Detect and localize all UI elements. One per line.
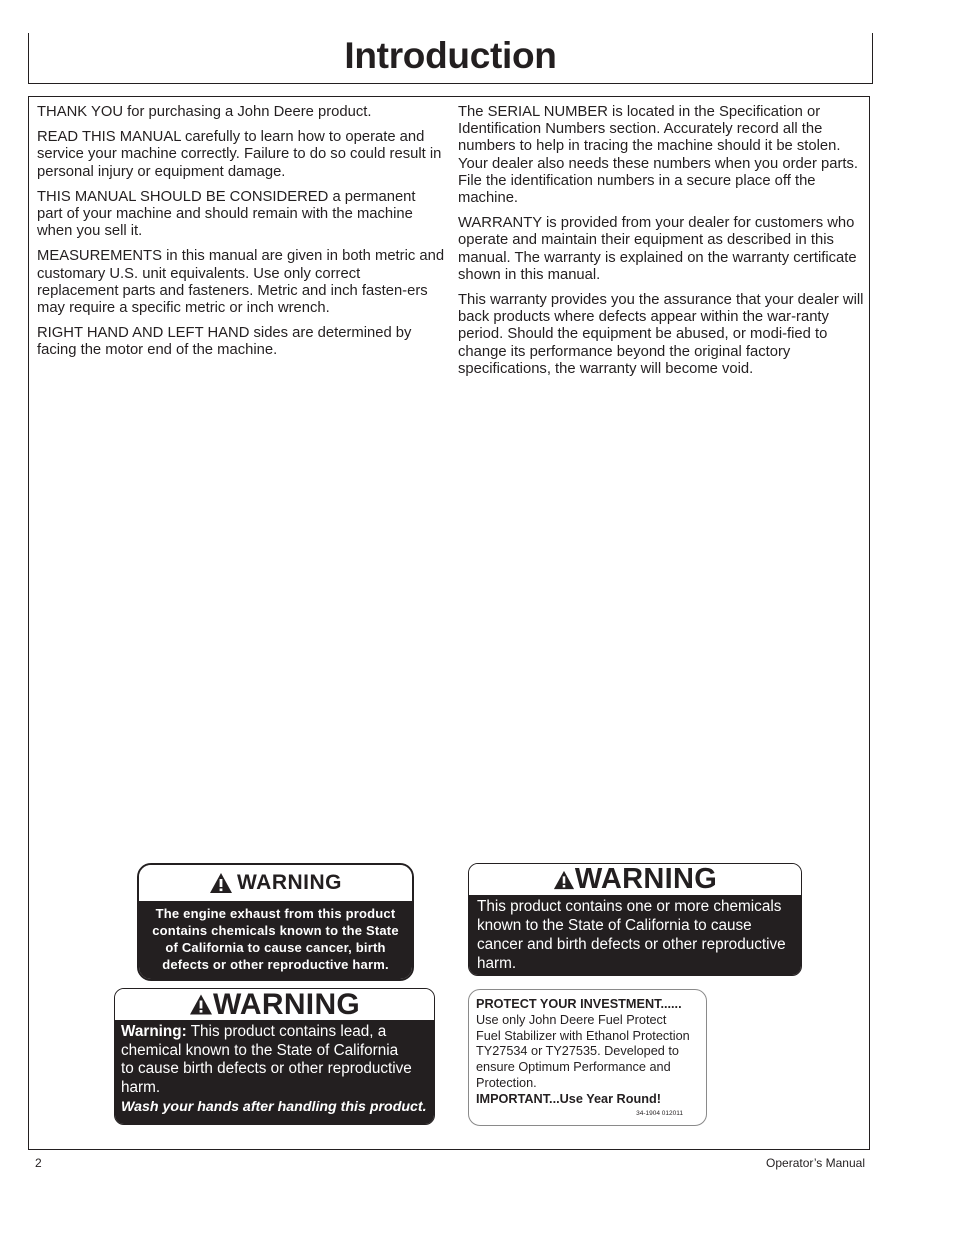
warning-heading: WARNING (574, 863, 718, 895)
warning-line: cancer and birth defects or other reproductive (477, 936, 786, 953)
paragraph-warranty: WARRANTY is provided from your dealer for customers who operate and maintain their equipment as described in this manual. The warranty is explained on the warranty certificate shown in this manual. (458, 215, 857, 283)
warning-triangle-icon (189, 993, 213, 1016)
warning-line: harm. (477, 955, 517, 972)
protect-investment-label (468, 989, 707, 1126)
protect-line: Fuel Stabilizer with Ethanol Protection (476, 1028, 690, 1043)
protect-line: Protection. (476, 1075, 537, 1090)
protect-line: TY27534 or TY27535. Developed to (476, 1044, 679, 1059)
warning-body (139, 901, 412, 981)
paragraph-right-left-hand: RIGHT HAND AND LEFT HAND sides are determined by facing the motor end of the machine. (37, 325, 412, 359)
protect-line: Use only John Deere Fuel Protect (476, 1012, 667, 1027)
warning-label-exhaust (137, 863, 414, 981)
protect-title: PROTECT YOUR INVESTMENT...... (476, 997, 682, 1011)
paragraph-warranty-assurance: This warranty provides you the assurance that your dealer will back products where defects appear within the war-ranty period. Should the equipment be abused, or modi-fied to change its performance beyond the original factory specifications, the warranty will become void. (458, 292, 864, 377)
warning-line: harm. (121, 1078, 161, 1096)
warning-line: This product contains one or more chemicals (477, 898, 782, 915)
warning-header (469, 864, 801, 895)
page-number: 2 (35, 1156, 42, 1170)
paragraph-thank-you: THANK YOU for purchasing a John Deere product. (37, 104, 372, 120)
warning-line (121, 1023, 428, 1042)
warning-label-chemicals (468, 863, 802, 976)
warning-triangle-icon (553, 869, 575, 891)
page-title: Introduction (344, 35, 557, 76)
warning-line: to cause birth defects or other reproductive (121, 1060, 412, 1077)
warning-label-lead (114, 988, 435, 1125)
left-column (37, 104, 445, 368)
warning-lead-label: Warning: (121, 1023, 187, 1040)
warning-line: known to the State of California to cause (477, 917, 752, 934)
label-part-code: 34-1904 012011 (636, 1109, 683, 1117)
warning-line: contains chemicals known to the State (152, 923, 399, 938)
warning-header (139, 865, 412, 901)
paragraph-measurements: MEASUREMENTS in this manual are given in both metric and customary U.S. unit equivalents. Use only correct replacement parts and fasteners. Metric and inch fasten-ers may require a specific metric or inch wrench. (37, 248, 445, 317)
paragraph-serial-number: The SERIAL NUMBER is located in the Specification or Identification Numbers section. Accurately record all the numbers to help in tracing the machine should it be stolen. Your dealer also needs these numbers when you order parts. File the identification numbers in a secure place off the machine. (458, 104, 859, 207)
warning-line: chemical known to the State of California (121, 1041, 399, 1059)
manual-name: Operator’s Manual (766, 1156, 865, 1170)
wash-hands-notice: Wash your hands after handling this product. (121, 1099, 427, 1115)
warning-line-rest: This product contains lead, a (186, 1023, 387, 1040)
warning-line: of California to cause cancer, birth (165, 940, 386, 955)
warning-line: defects or other reproductive harm. (162, 957, 389, 972)
warning-header (115, 989, 434, 1020)
paragraph-read-manual: READ THIS MANUAL carefully to learn how to operate and service your machine correctly. Failure to do so could result in personal injury or equipment damage. (37, 129, 442, 180)
warning-body (115, 1020, 434, 1125)
warning-line: The engine exhaust from this product (155, 906, 396, 921)
warning-heading: WARNING (212, 988, 361, 1021)
warning-body (469, 895, 801, 976)
paragraph-manual-part: THIS MANUAL SHOULD BE CONSIDERED a permanent part of your machine and should remain with the machine when you sell it. (37, 188, 416, 240)
protect-important: IMPORTANT...Use Year Round! (476, 1091, 661, 1106)
warning-triangle-icon (209, 872, 233, 894)
protect-line: ensure Optimum Performance and (476, 1060, 671, 1075)
title-frame (28, 33, 873, 84)
right-column (458, 104, 868, 386)
warning-heading: WARNING (237, 871, 342, 894)
